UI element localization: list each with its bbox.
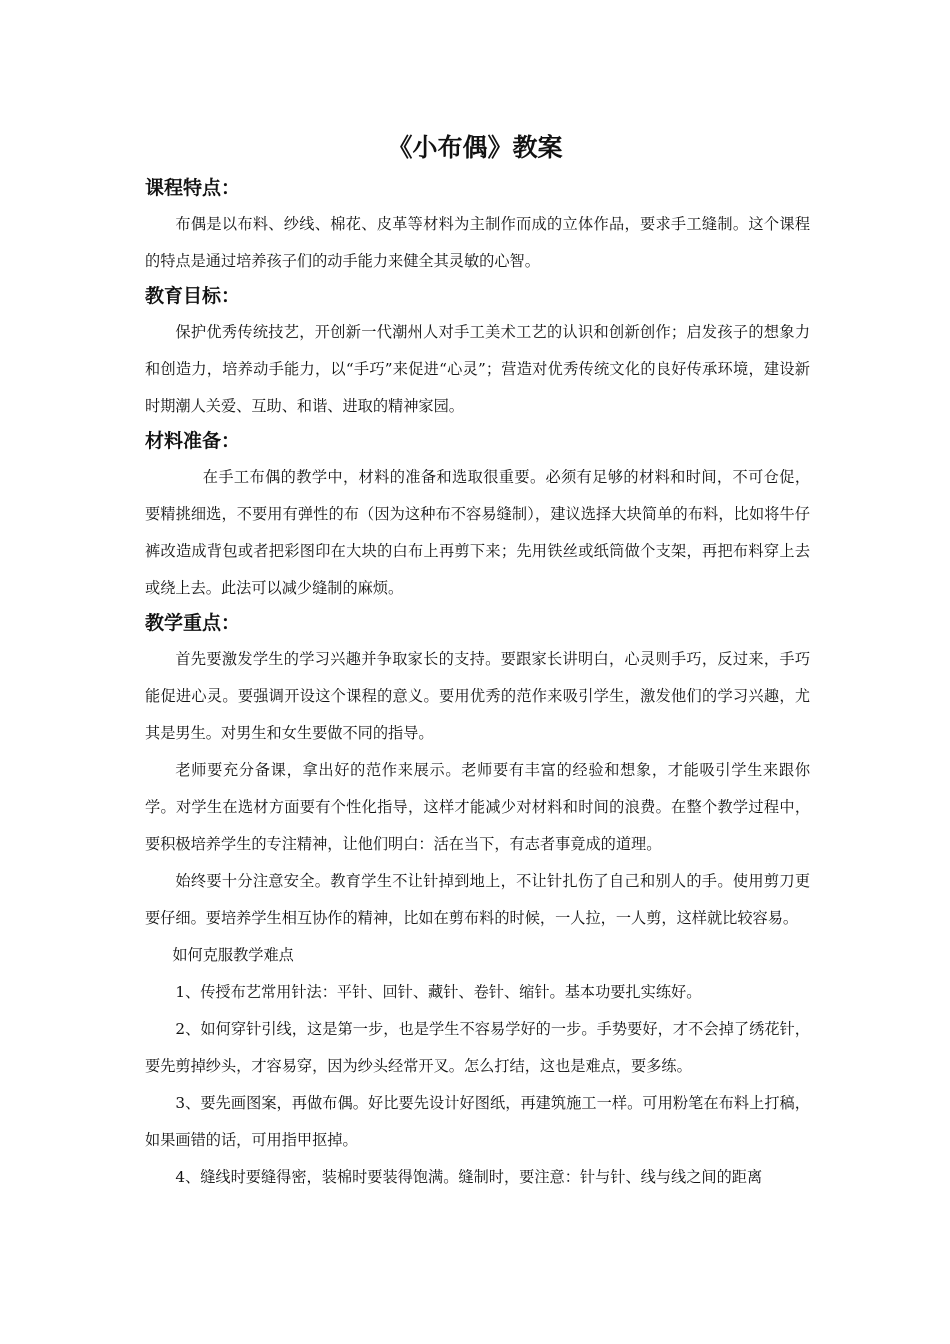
paragraph: 始终要十分注意安全。教育学生不让针掉到地上，不让针扎伤了自己和别人的手。使用剪刀更要仔细。要培养学生相互协作的精神，比如在剪布料的时候，一人拉，一人剪，这样就比较容易。 [145,872,810,927]
section-heading: 教育目标： [145,285,241,307]
section-heading: 材料准备： [145,430,241,452]
paragraph: 保护优秀传统技艺，开创新一代潮州人对手工美术工艺的认识和创新创作；启发孩子的想象力和创造力，培养动手能力，以“手巧”来促进“心灵”；营造对优秀传统文化的良好传承环境，建设新时期潮人关爱、互助、和谐、进取的精神家园。 [145,323,810,415]
section-teaching-focus [145,609,810,1196]
paragraph: 在手工布偶的教学中，材料的准备和选取很重要。必须有足够的材料和时间，不可仓促，要精挑细选，不要用有弹性的布（因为这种布不容易缝制），建议选择大块简单的布料，比如将牛仔裤改造成背包或者把彩图印在大块的白布上再剪下来；先用铁丝或纸筒做个支架，再把布料穿上去或绕上去。此法可以减少缝制的麻烦。 [145,468,810,597]
section-heading: 课程特点： [145,177,241,199]
section-heading: 教学重点： [145,612,241,634]
list-item: 4、缝线时要缝得密，装棉时要装得饱满。缝制时，要注意：针与针、线与线之间的距离 [175,1168,763,1186]
section-education-goals [145,282,810,425]
section-course-features [145,174,810,280]
list-item: 2、如何穿针引线，这是第一步，也是学生不容易学好的一步。手势要好，才不会掉了绣花针，要先剪掉纱头，才容易穿，因为纱头经常开叉。怎么打结，这也是难点，要多练。 [145,1020,810,1075]
page-title: 《小布偶》教案 [387,133,563,162]
subheading-difficulties: 如何克服教学难点 [172,946,294,964]
paragraph: 老师要充分备课，拿出好的范作来展示。老师要有丰富的经验和想象，才能吸引学生来跟你学。对学生在选材方面要有个性化指导，这样才能减少对材料和时间的浪费。在整个教学过程中，要积极培养学生的专注精神，让他们明白：活在当下，有志者事竟成的道理。 [145,761,810,853]
section-materials [145,427,810,607]
paragraph: 首先要激发学生的学习兴趣并争取家长的支持。要跟家长讲明白，心灵则手巧，反过来，手巧能促进心灵。要强调开设这个课程的意义。要用优秀的范作来吸引学生，激发他们的学习兴趣，尤其是男生。对男生和女生要做不同的指导。 [145,650,810,742]
paragraph: 布偶是以布料、纱线、棉花、皮革等材料为主制作而成的立体作品，要求手工缝制。这个课程的特点是通过培养孩子们的动手能力来健全其灵敏的心智。 [145,215,810,270]
list-item: 1、传授布艺常用针法：平针、回针、藏针、卷针、缩针。基本功要扎实练好。 [175,983,702,1001]
document-body [145,172,810,1196]
list-item: 3、要先画图案，再做布偶。好比要先设计好图纸，再建筑施工一样。可用粉笔在布料上打稿，如果画错的话，可用指甲抠掉。 [145,1094,810,1149]
